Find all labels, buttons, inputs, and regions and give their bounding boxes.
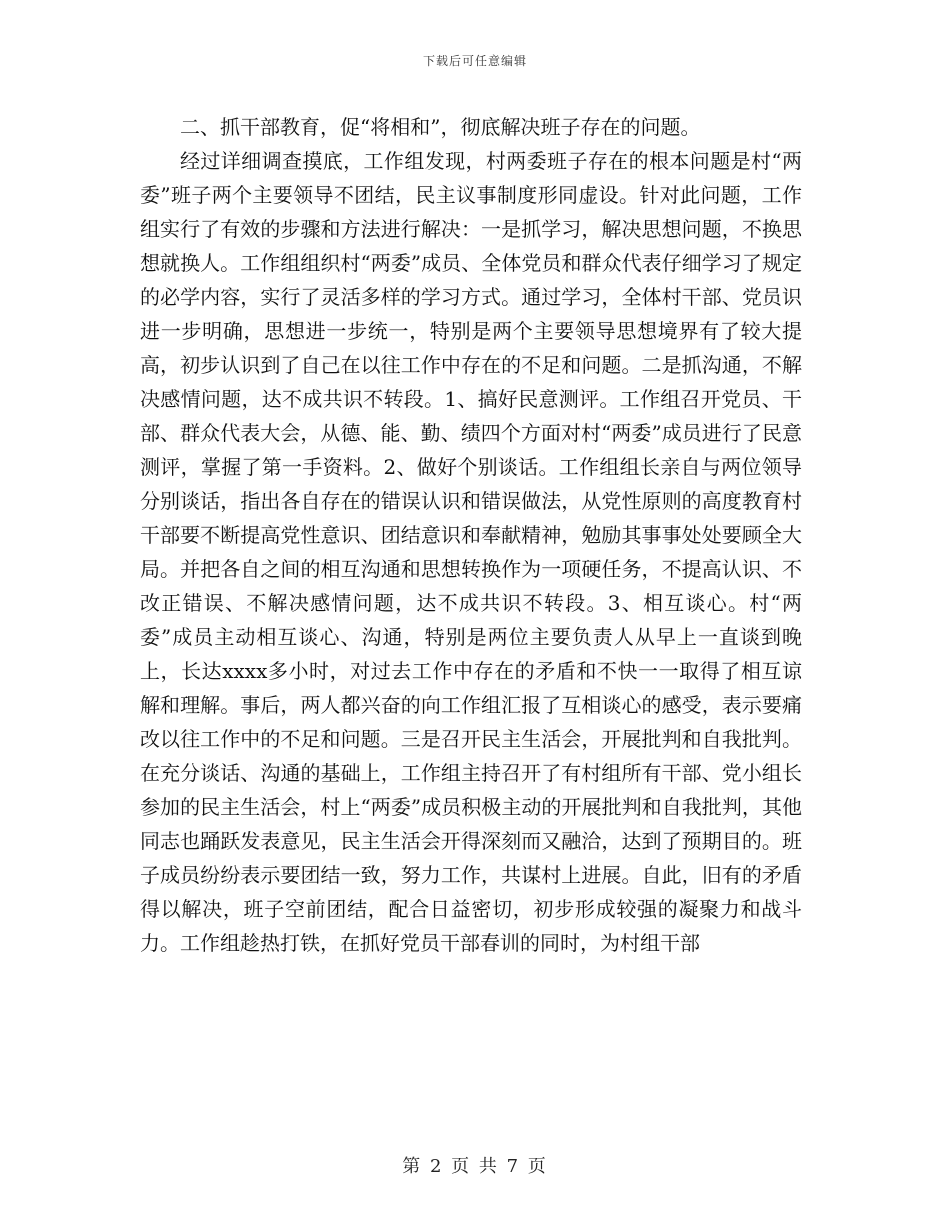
page-number: 第 2 页 共 7 页 [402,1156,548,1177]
body-paragraph: 经过详细调查摸底，工作组发现，村两委班子存在的根本问题是村“两委”班子两个主要领导不团结，民主议事制度形同虚设。针对此问题，工作组实行了有效的步骤和方法进行解决：一是抓学习，解决思想问题，不换思想就换人。工作组组织村“两委”成员、全体党员和群众代表仔细学习了规定的必学内容，实行了灵活多样的学习方式。通过学习，全体村干部、党员识进一步明确，思想进一步统一，特别是两个主要领导思想境界有了较大提高，初步认识到了自己在以往工作中存在的不足和问题。二是抓沟通，不解决感情问题，达不成共识不转段。1、搞好民意测评。工作组召开党员、干部、群众代表大会，从德、能、勤、绩四个方面对村“两委”成员进行了民意测评，掌握了第一手资料。2、做好个别谈话。工作组组长亲自与两位领导分别谈话，指出各自存在的错误认识和错误做法，从党性原则的高度教育村干部要不断提高党性意识、团结意识和奉献精神，勉励其事事处处要顾全大局。并把各自之间的相互沟通和思想转换作为一项硬任务，不提高认识、不改正错误、不解决感情问题，达不成共识不转段。3、相互谈心。村“两委”成员主动相互谈心、沟通，特别是两位主要负责人从早上一直谈到晚上，长达xxxx多小时，对过去工作中存在的矛盾和不快一一取得了相互谅解和理解。事后，两人都兴奋的向工作组汇报了互相谈心的感受，表示要痛改以往工作中的不足和问题。三是召开民主生活会，开展批判和自我批判。在充分谈话、沟通的基础上，工作组主持召开了有村组所有干部、党小组长参加的民主生活会，村上“两委”成员积极主动的开展批判和自我批判，其他同志也踊跃发表意见，民主生活会开得深刻而又融洽，达到了预期目的。班子成员纷纷表示要团结一致，努力工作，共谋村上进展。自此，旧有的矛盾得以解决，班子空前团结，配合日益密切，初步形成较强的凝聚力和战斗力。工作组趁热打铁，在抓好党员干部春训的同时，为村组干部 [140,149,802,955]
document-body [140,110,802,960]
section-heading: 二、抓干部教育，促“将相和”，彻底解决班子存在的问题。 [180,115,701,139]
page-header-note: 下载后可任意编辑 [422,54,527,68]
